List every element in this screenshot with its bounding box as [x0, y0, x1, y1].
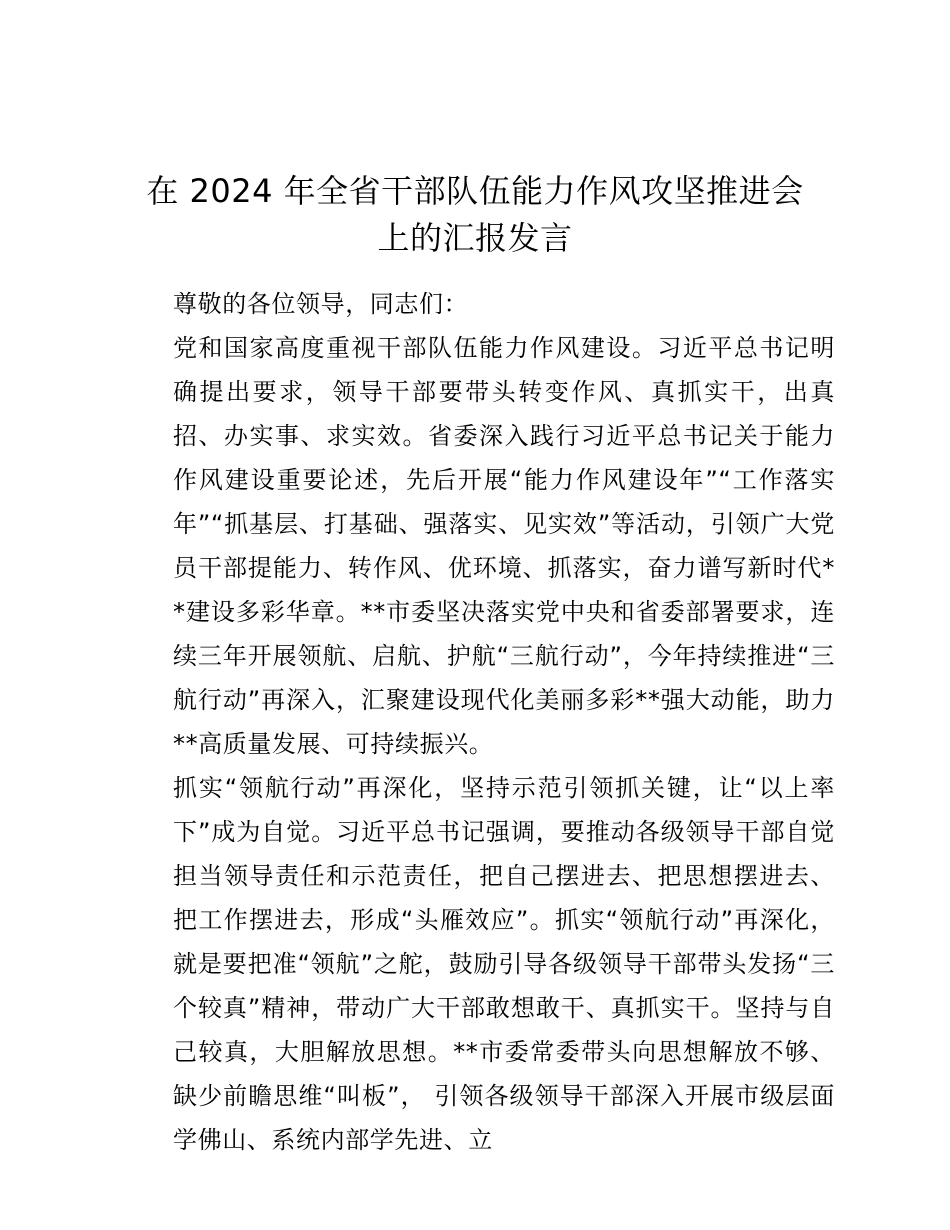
title-line-1: 在 2024 年全省干部队伍能力作风攻坚推进会 [146, 172, 804, 210]
title-line-2: 上的汇报发言 [377, 219, 573, 257]
paragraph-intro: 党和国家高度重视干部队伍能力作风建设。习近平总书记明确提出要求，领导干部要带头转变作风、真抓实干，出真招、办实事、求实效。省委深入践行习近平总书记关于能力作风建设重要论述，先后开展“能力作风建设年”“工作落实年”“抓基层、打基础、强落实、见实效”等活动，引领广大党员干部提能力、转作风、优环境、抓落实，奋力谱写新时代**建设多彩华章。**市委坚决落实党中央和省委部署要求，连续三年开展领航、启航、护航“三航行动”，今年持续推进“三航行动”再深入，汇聚建设现代化美丽多彩**强大动能，助力**高质量发展、可持续振兴。 [173, 334, 835, 758]
document-body [125, 282, 835, 1162]
salutation: 尊敬的各位领导，同志们： [173, 290, 469, 318]
document-title [110, 168, 840, 262]
paragraph-lead-action: 抓实“领航行动”再深化，坚持示范引领抓关键，让“以上率下”成为自觉。习近平总书记强调，要推动各级领导干部自觉担当领导责任和示范责任，把自己摆进去、把思想摆进去、把工作摆进去，形成“头雁效应”。抓实“领航行动”再深化，就是要把准“领航”之舵，鼓励引导各级领导干部带头发扬“三个较真”精神，带动广大干部敢想敢干、真抓实干。坚持与自己较真，大胆解放思想。**市委常委带头向思想解放不够、缺少前瞻思维“叫板”， 引领各级领导干部深入开展市级层面学佛山、系统内部学先进、立 [173, 774, 835, 1154]
